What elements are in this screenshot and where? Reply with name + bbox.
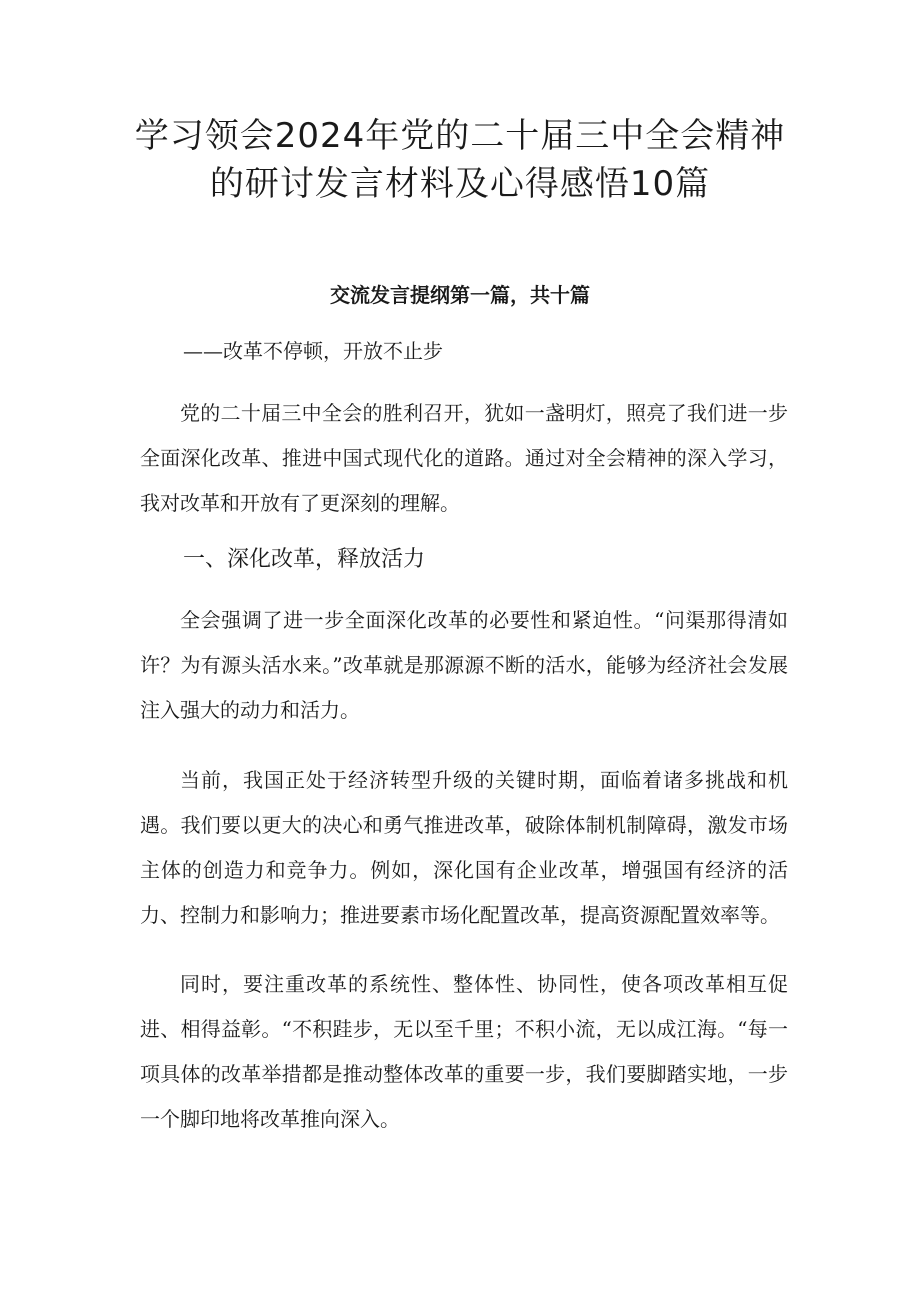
- body-paragraph: 全会强调了进一步全面深化改革的必要性和紧迫性。“问渠那得清如许？为有源头活水来。”改革就是那源源不断的活水，能够为经济社会发展注入强大的动力和活力。: [140, 608, 788, 722]
- title-line-2: 的研讨发言材料及心得感悟10篇: [209, 164, 711, 204]
- body-paragraph: 同时，要注重改革的系统性、整体性、协同性，使各项改革相互促进、相得益彰。“不积跬步，无以至千里；不积小流，无以成江海。“每一项具体的改革举措都是推动整体改革的重要一步，我们要脚踏实地，一步一个脚印地将改革推向深入。: [140, 972, 788, 1131]
- section-heading: 一、深化改革，释放活力: [183, 547, 426, 572]
- title-line-1: 学习领会2024年党的二十届三中全会精神: [134, 116, 786, 156]
- article-tagline: ——改革不停顿，开放不止步: [183, 339, 443, 363]
- document-title: [120, 112, 800, 208]
- body-paragraph: 当前，我国正处于经济转型升级的关键时期，面临着诸多挑战和机遇。我们要以更大的决心和勇气推进改革，破除体制机制障碍，激发市场主体的创造力和竞争力。例如，深化国有企业改革，增强国有经济的活力、控制力和影响力；推进要素市场化配置改革，提高资源配置效率等。: [140, 768, 788, 927]
- article-subheading: 交流发言提纲第一篇，共十篇: [330, 283, 590, 307]
- intro-paragraph: 党的二十届三中全会的胜利召开，犹如一盏明灯，照亮了我们进一步全面深化改革、推进中国式现代化的道路。通过对全会精神的深入学习，我对改革和开放有了更深刻的理解。: [140, 401, 788, 515]
